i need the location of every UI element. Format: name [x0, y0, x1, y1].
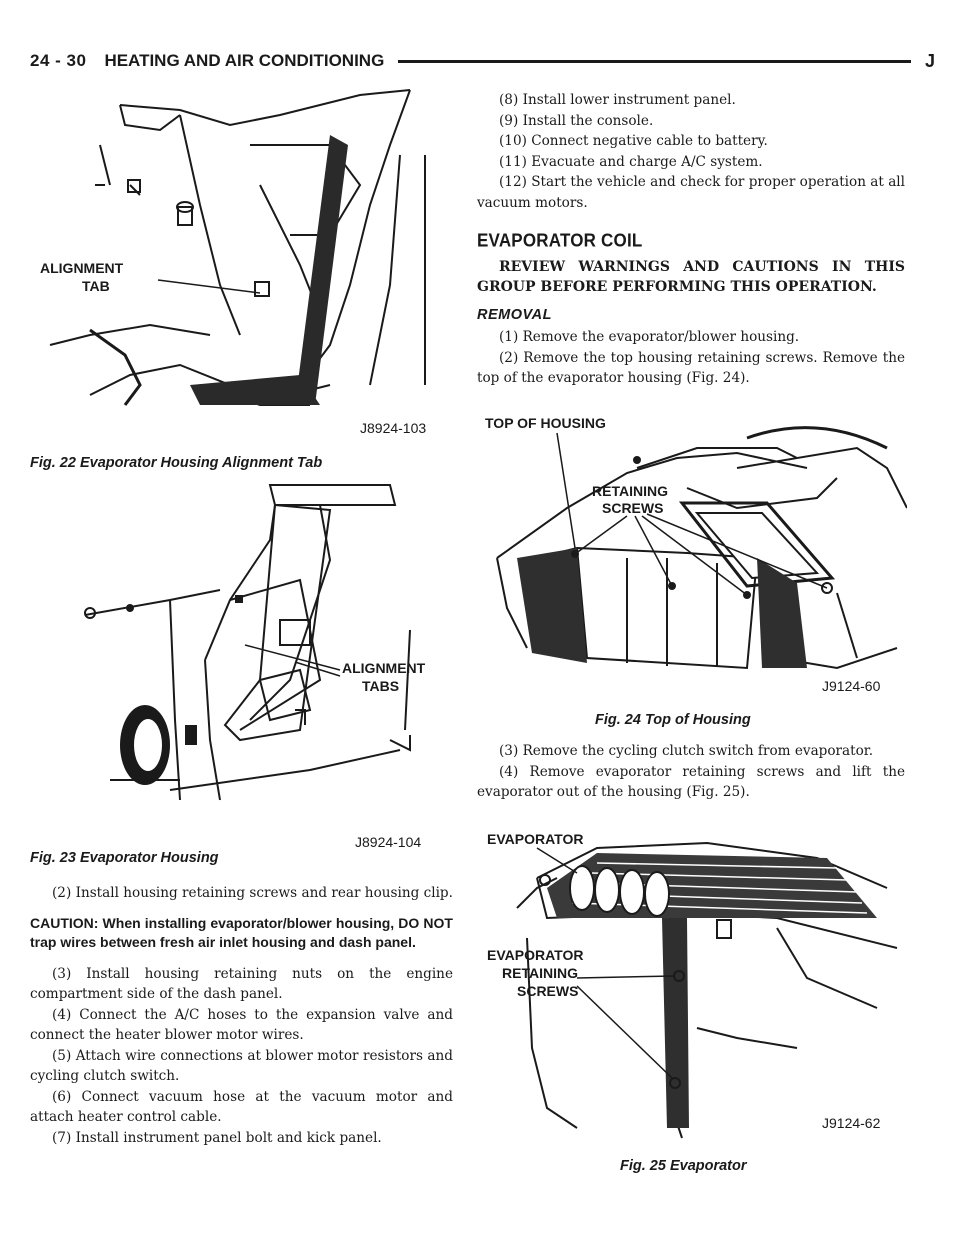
page-number: 24 - 30: [30, 51, 87, 70]
removal-step-4: (4) Remove evaporator retaining screws and lift the evaporator out of the housing (Fig. 25).: [477, 763, 905, 800]
removal-step-2: (2) Remove the top housing retaining screws. Remove the top of the evaporator housing (Fig. 24).: [477, 349, 905, 386]
subheading-removal: REMOVAL: [477, 307, 552, 323]
step-3: (3) Install housing retaining nuts on the engine compartment side of the dash panel.: [30, 965, 453, 1002]
step-12: (12) Start the vehicle and check for proper operation at all vacuum motors.: [477, 174, 905, 211]
figure-23-illustration: [30, 480, 460, 855]
fig25-callout-screws-line1: EVAPORATOR: [487, 947, 584, 963]
left-column-text: [30, 883, 453, 1148]
right-column-middle-text: [477, 741, 905, 803]
step-8: (8) Install lower instrument panel.: [499, 92, 736, 108]
fig25-callout-screws-line2: RETAINING: [502, 965, 578, 981]
figure-22-illustration: [30, 85, 460, 440]
step-11: (11) Evacuate and charge A/C system.: [499, 153, 763, 170]
fig25-caption: Fig. 25 Evaporator: [620, 1158, 747, 1174]
fig22-callout-line1: ALIGNMENT: [40, 260, 124, 276]
fig23-id: J8924-104: [355, 834, 422, 850]
fig24-callout-top: TOP OF HOUSING: [485, 415, 606, 431]
fig22-callout-line2: TAB: [82, 278, 110, 294]
page-header: [30, 46, 935, 76]
step-6: (6) Connect vacuum hose at the vacuum motor and attach heater control cable.: [30, 1088, 453, 1125]
fig24-caption: Fig. 24 Top of Housing: [595, 712, 751, 728]
fig25-id: J9124-62: [822, 1115, 881, 1131]
fig22-leader-line: [158, 280, 260, 293]
fig25-callout-evaporator: EVAPORATOR: [487, 831, 584, 847]
review-warning: REVIEW WARNINGS AND CAUTIONS IN THIS GROUP BEFORE PERFORMING THIS OPERATION.: [477, 259, 905, 295]
fig22-caption: Fig. 22 Evaporator Housing Alignment Tab: [30, 455, 323, 471]
fig23-callout-line1: ALIGNMENT: [342, 660, 426, 676]
removal-step-1: (1) Remove the evaporator/blower housing.: [499, 329, 800, 345]
header-rule: [398, 60, 911, 63]
fig22-id: J8924-103: [360, 420, 427, 436]
caution-note: CAUTION: When installing evaporator/blower housing, DO NOT trap wires between fresh air inlet housing and dash panel.: [30, 914, 453, 950]
fig25-leader-screw-2: [577, 986, 672, 1078]
fig24-id: J9124-60: [822, 678, 881, 694]
figure-24-illustration: [477, 408, 907, 698]
section-title: HEATING AND AIR CONDITIONING: [104, 51, 385, 70]
step-4: (4) Connect the A/C hoses to the expansion valve and connect the heater blower motor wires.: [30, 1006, 453, 1043]
fig23-caption: Fig. 23 Evaporator Housing: [30, 850, 219, 866]
step-7: (7) Install instrument panel bolt and kick panel.: [52, 1129, 382, 1146]
step-9: (9) Install the console.: [499, 112, 654, 129]
right-column-top-text: [477, 90, 905, 389]
section-heading: EVAPORATOR COIL: [477, 230, 643, 251]
removal-step-3: (3) Remove the cycling clutch switch from evaporator.: [499, 743, 874, 759]
fig25-leader-screw-1: [577, 976, 674, 978]
step-10: (10) Connect negative cable to battery.: [499, 133, 768, 149]
fig24-leader-top: [557, 433, 575, 548]
step-2: (2) Install housing retaining screws and rear housing clip.: [52, 885, 453, 901]
fig25-callout-screws-line3: SCREWS: [517, 983, 579, 999]
fig24-callout-screws-line1: RETAINING: [592, 483, 668, 499]
figure-25-illustration: [477, 828, 907, 1158]
fig23-callout-line2: TABS: [362, 678, 400, 694]
fig24-callout-screws-line2: SCREWS: [602, 500, 664, 516]
fig23-leader-line-1: [245, 645, 340, 670]
step-5: (5) Attach wire connections at blower motor resistors and cycling clutch switch.: [30, 1047, 453, 1084]
section-letter: J: [924, 50, 935, 71]
